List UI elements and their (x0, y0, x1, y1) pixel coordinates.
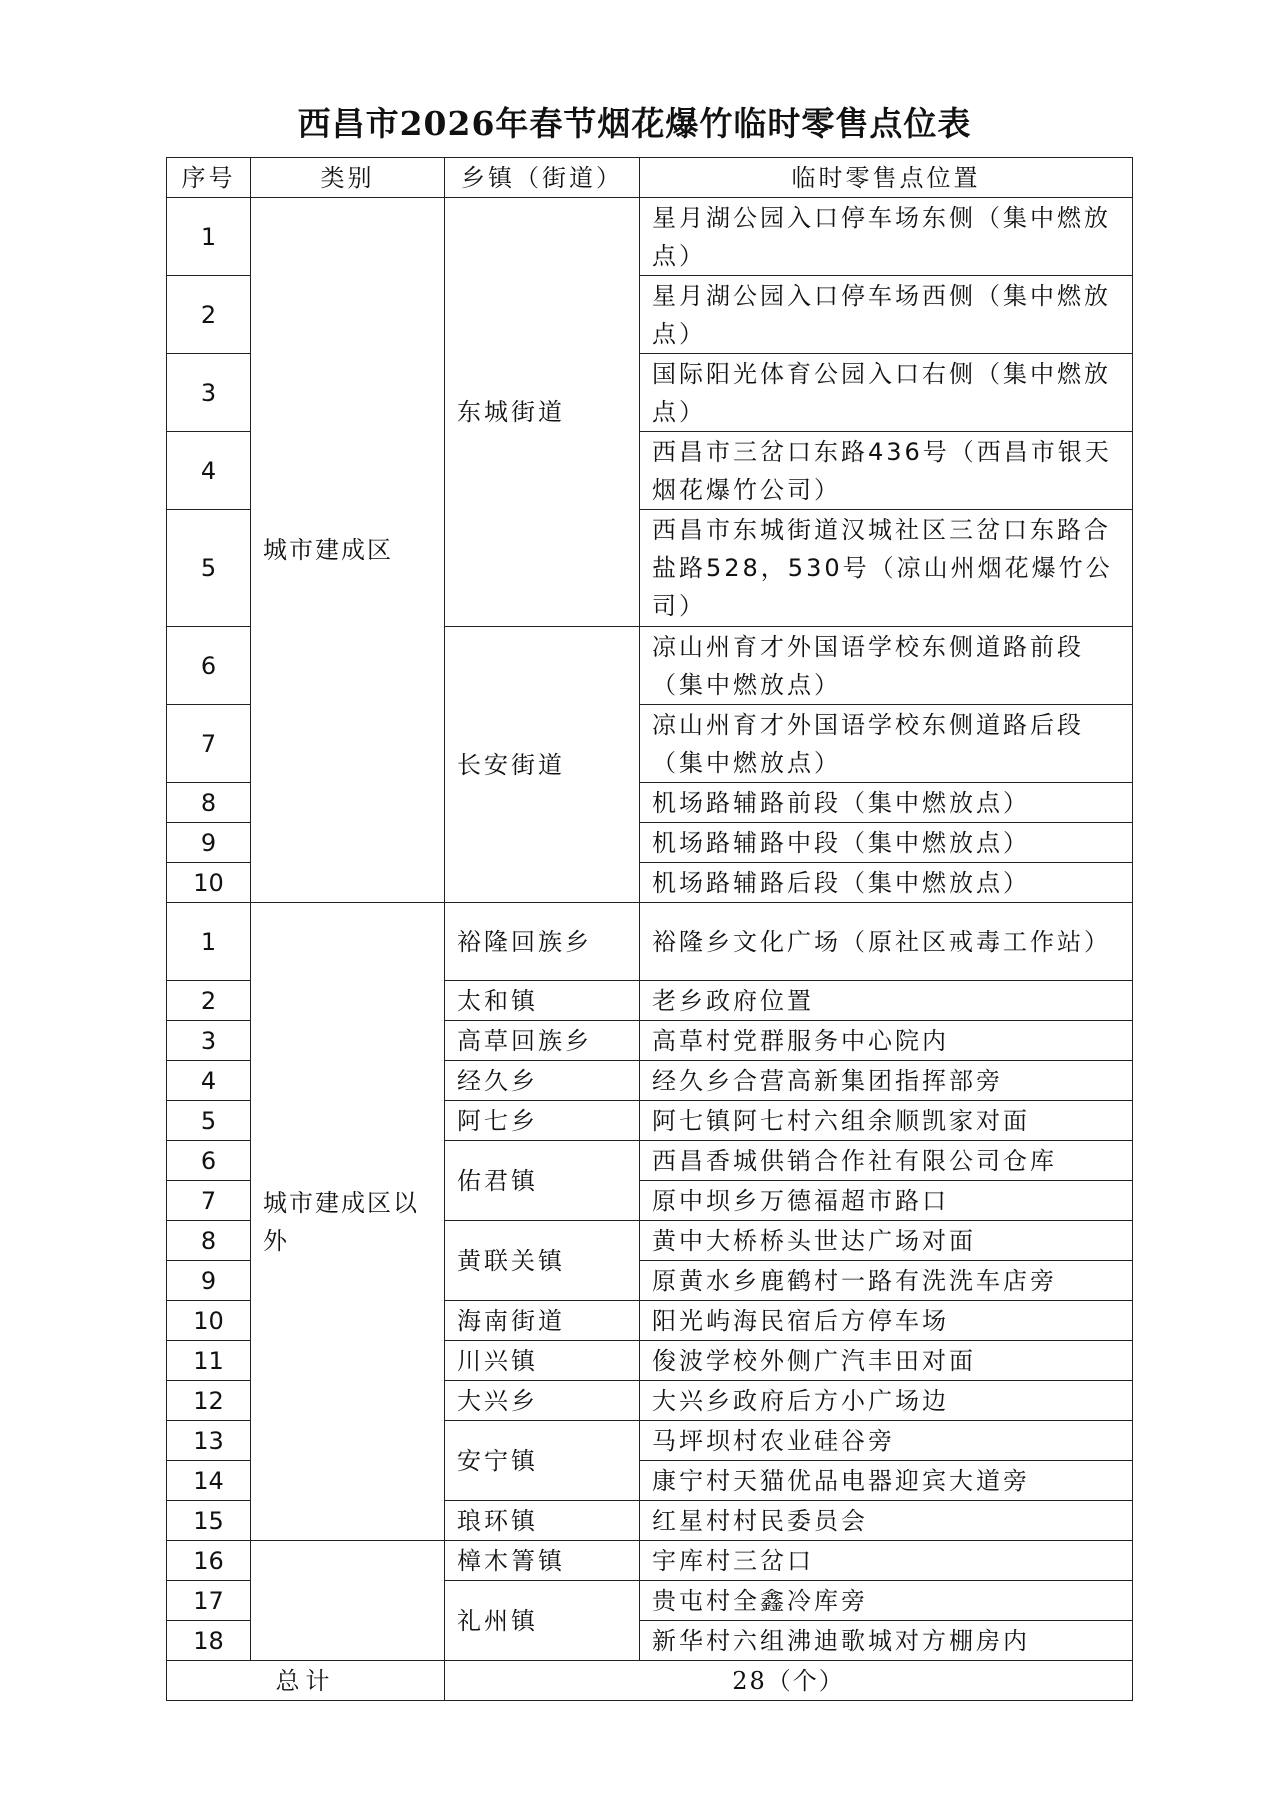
table-row (167, 903, 1133, 981)
row-location: 老乡政府位置 (640, 981, 1133, 1021)
row-location: 马坪坝村农业硅谷旁 (640, 1421, 1133, 1461)
row-location: 星月湖公园入口停车场东侧（集中燃放点） (640, 198, 1133, 276)
town-cell: 长安街道 (445, 627, 640, 903)
row-seq: 12 (167, 1381, 251, 1421)
row-seq: 2 (167, 276, 251, 354)
town-cell: 佑君镇 (445, 1141, 640, 1221)
row-seq: 18 (167, 1621, 251, 1661)
category-cell-empty (251, 1541, 445, 1661)
row-seq: 10 (167, 1301, 251, 1341)
row-seq: 9 (167, 1261, 251, 1301)
row-location: 西昌市三岔口东路436号（西昌市银天烟花爆竹公司） (640, 432, 1133, 510)
row-location: 凉山州育才外国语学校东侧道路前段（集中燃放点） (640, 627, 1133, 705)
retail-points-table (166, 157, 1133, 1701)
table-row (167, 1541, 1133, 1581)
row-seq: 7 (167, 1181, 251, 1221)
row-seq: 8 (167, 783, 251, 823)
row-location: 星月湖公园入口停车场西侧（集中燃放点） (640, 276, 1133, 354)
category-cell: 城市建成区以外 (251, 903, 445, 1541)
town-cell: 黄联关镇 (445, 1221, 640, 1301)
town-cell: 安宁镇 (445, 1421, 640, 1501)
town-cell: 太和镇 (445, 981, 640, 1021)
town-cell: 樟木箐镇 (445, 1541, 640, 1581)
row-location: 机场路辅路前段（集中燃放点） (640, 783, 1133, 823)
table-header-row (167, 158, 1133, 198)
row-seq: 7 (167, 705, 251, 783)
town-cell: 大兴乡 (445, 1381, 640, 1421)
town-cell: 东城街道 (445, 198, 640, 627)
row-location: 原中坝乡万德福超市路口 (640, 1181, 1133, 1221)
row-location: 裕隆乡文化广场（原社区戒毒工作站） (640, 903, 1133, 981)
row-location: 高草村党群服务中心院内 (640, 1021, 1133, 1061)
row-seq: 17 (167, 1581, 251, 1621)
town-cell: 琅环镇 (445, 1501, 640, 1541)
row-seq: 2 (167, 981, 251, 1021)
header-category: 类别 (251, 158, 445, 198)
town-cell: 经久乡 (445, 1061, 640, 1101)
row-seq: 8 (167, 1221, 251, 1261)
category-cell: 城市建成区 (251, 198, 445, 903)
row-seq: 11 (167, 1341, 251, 1381)
town-cell: 礼州镇 (445, 1581, 640, 1661)
row-location: 阿七镇阿七村六组余顺凯家对面 (640, 1101, 1133, 1141)
row-location: 俊波学校外侧广汽丰田对面 (640, 1341, 1133, 1381)
row-seq: 4 (167, 432, 251, 510)
row-seq: 10 (167, 863, 251, 903)
row-seq: 13 (167, 1421, 251, 1461)
row-seq: 16 (167, 1541, 251, 1581)
row-location: 红星村村民委员会 (640, 1501, 1133, 1541)
page-title: 西昌市2026年春节烟花爆竹临时零售点位表 (297, 104, 972, 143)
row-location: 经久乡合营高新集团指挥部旁 (640, 1061, 1133, 1101)
town-cell: 川兴镇 (445, 1341, 640, 1381)
table-row (167, 198, 1133, 276)
row-seq: 6 (167, 627, 251, 705)
row-seq: 4 (167, 1061, 251, 1101)
row-location: 机场路辅路中段（集中燃放点） (640, 823, 1133, 863)
row-location: 贵屯村全鑫冷库旁 (640, 1581, 1133, 1621)
row-location: 凉山州育才外国语学校东侧道路后段（集中燃放点） (640, 705, 1133, 783)
town-cell: 阿七乡 (445, 1101, 640, 1141)
row-location: 宇库村三岔口 (640, 1541, 1133, 1581)
total-label: 总计 (167, 1661, 445, 1701)
row-seq: 3 (167, 1021, 251, 1061)
row-location: 机场路辅路后段（集中燃放点） (640, 863, 1133, 903)
row-seq: 14 (167, 1461, 251, 1501)
header-location: 临时零售点位置 (640, 158, 1133, 198)
row-location: 西昌市东城街道汉城社区三岔口东路合盐路528，530号（凉山州烟花爆竹公司） (640, 510, 1133, 627)
row-seq: 5 (167, 1101, 251, 1141)
row-seq: 15 (167, 1501, 251, 1541)
row-seq: 6 (167, 1141, 251, 1181)
row-seq: 5 (167, 510, 251, 627)
row-location: 原黄水乡鹿鹤村一路有洗洗车店旁 (640, 1261, 1133, 1301)
row-seq: 1 (167, 903, 251, 981)
row-location: 黄中大桥桥头世达广场对面 (640, 1221, 1133, 1261)
row-seq: 9 (167, 823, 251, 863)
town-cell: 高草回族乡 (445, 1021, 640, 1061)
row-location: 国际阳光体育公园入口右侧（集中燃放点） (640, 354, 1133, 432)
row-seq: 3 (167, 354, 251, 432)
total-value: 28（个） (445, 1661, 1133, 1701)
header-seq: 序号 (167, 158, 251, 198)
town-cell: 海南街道 (445, 1301, 640, 1341)
town-cell: 裕隆回族乡 (445, 903, 640, 981)
row-location: 西昌香城供销合作社有限公司仓库 (640, 1141, 1133, 1181)
row-seq: 1 (167, 198, 251, 276)
row-location: 康宁村天猫优品电器迎宾大道旁 (640, 1461, 1133, 1501)
header-town: 乡镇（街道） (445, 158, 640, 198)
row-location: 阳光屿海民宿后方停车场 (640, 1301, 1133, 1341)
total-row (167, 1661, 1133, 1701)
row-location: 大兴乡政府后方小广场边 (640, 1381, 1133, 1421)
row-location: 新华村六组沸迪歌城对方棚房内 (640, 1621, 1133, 1661)
